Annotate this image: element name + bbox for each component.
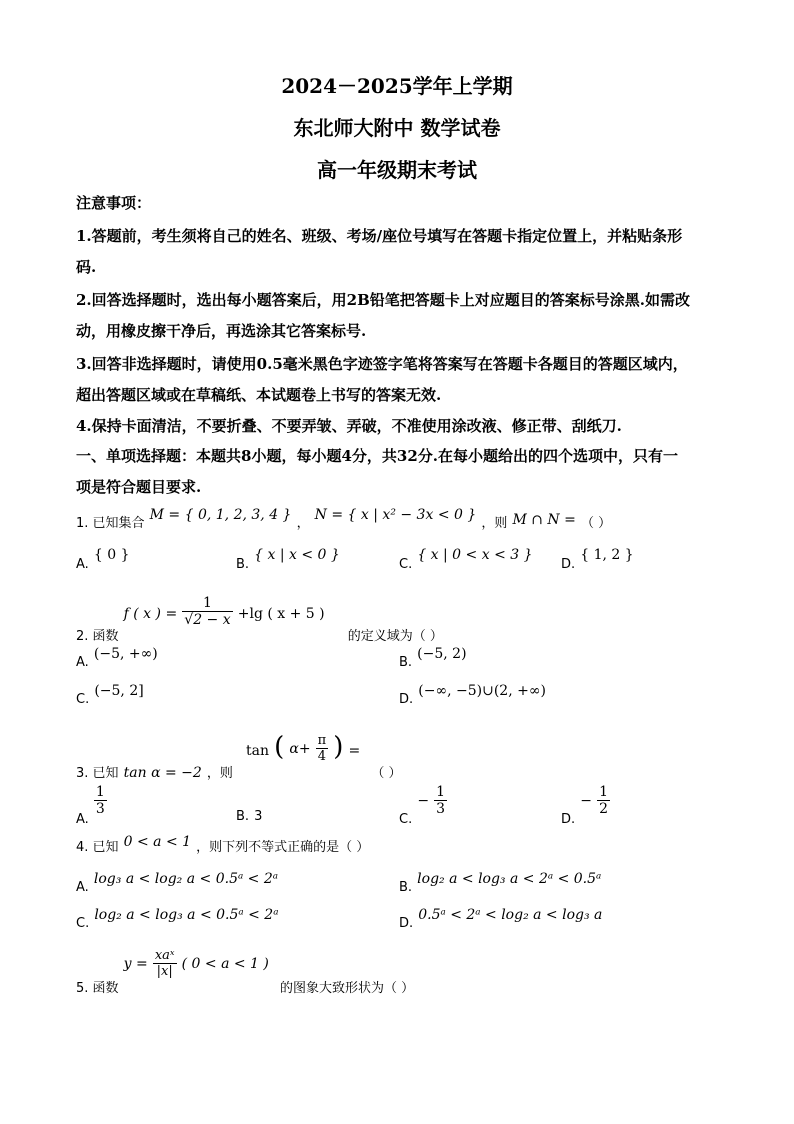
q4-option-d — [399, 907, 603, 931]
q4-a-value: log₃ a < log₂ a < 0.5ᵃ < 2ᵃ — [93, 871, 279, 887]
q2-d-value: (−∞, −5)∪(2, +∞) — [418, 683, 546, 699]
q2-c-label: C. — [76, 692, 90, 707]
question-3 — [76, 726, 402, 781]
q1-set-m: M = { 0, 1, 2, 3, 4 } — [149, 507, 292, 523]
q3-option-d — [561, 784, 610, 827]
q1-option-a — [76, 547, 130, 572]
q2-b-value: (−5, 2) — [417, 646, 467, 662]
q4-prefix: 4. 已知 — [76, 840, 119, 855]
q4-a-label: A. — [76, 880, 89, 895]
q5-prefix: 5. 函数 — [76, 981, 119, 996]
notice-2-line2: 动，用橡皮擦干净后，再选涂其它答案标号. — [76, 322, 367, 340]
q2-numerator: 1 — [182, 595, 232, 612]
q3-pi-over-4 — [316, 733, 329, 764]
question-2 — [76, 591, 443, 644]
q4-option-c — [76, 907, 279, 931]
q2-fraction — [182, 595, 232, 628]
q1-c-label: C. — [399, 557, 413, 572]
q3-a-den: 3 — [95, 801, 105, 817]
q1-a-label: A. — [76, 557, 89, 572]
question-4 — [76, 836, 369, 855]
q2-lhs: f ( x ) = — [123, 606, 178, 622]
q3-eq: = — [348, 743, 361, 759]
q3-c-label: C. — [399, 812, 413, 827]
q3-a-fraction — [94, 784, 107, 817]
q5-suffix: 的图象大致形状为（ ） — [279, 981, 415, 996]
q4-d-label: D. — [399, 916, 414, 931]
q1-option-b — [236, 547, 340, 572]
q2-c-value: (−5, 2] — [94, 683, 144, 699]
q3-d-sign: − — [580, 793, 592, 809]
q2-denominator: √2 − x — [184, 612, 231, 628]
title-exam: 高一年级期末考试 — [317, 158, 477, 182]
q1-option-d — [561, 547, 634, 572]
q3-right-paren: ) — [333, 732, 344, 762]
q4-suffix: ，则下列不等式正确的是（ ） — [196, 840, 370, 855]
q2-option-d — [399, 683, 546, 707]
notice-2-line1: 2.回答选择题时，选出每小题答案后，用2B铅笔把答题卡上对应题目的答案标号涂黑.如需改 — [76, 291, 691, 309]
question-1 — [76, 507, 612, 531]
notice-3-line1: 3.回答非选择题时，请使用0.5毫米黑色字迹签字笔将答案写在答题卡各题目的答题区域内， — [76, 355, 688, 373]
q4-b-label: B. — [399, 880, 413, 895]
title-school: 东北师大附中 数学试卷 — [293, 116, 501, 140]
q4-c-value: log₂ a < log₃ a < 0.5ᵃ < 2ᵃ — [94, 907, 279, 923]
q1-d-label: D. — [561, 557, 576, 572]
notice-3-line2: 超出答题区域或在草稿纸、本试题卷上书写的答案无效. — [76, 386, 442, 404]
notice-heading: 注意事项： — [76, 194, 152, 212]
q2-a-value: (−5, +∞) — [93, 646, 158, 662]
q3-left-paren: ( — [274, 732, 285, 762]
q2-a-label: A. — [76, 655, 89, 670]
q1-paren: （ ） — [580, 516, 612, 531]
q3-four: 4 — [317, 749, 327, 764]
q2-rhs: +lg ( x + 5 ) — [237, 606, 325, 622]
q3-b-label: B. — [236, 809, 250, 824]
q4-d-value: 0.5ᵃ < 2ᵃ < log₂ a < log₃ a — [418, 907, 603, 923]
q1-comma: ， — [296, 516, 310, 531]
q5-lhs: y = — [123, 956, 148, 972]
q3-d-fraction — [597, 784, 610, 817]
q3-option-a — [76, 784, 107, 827]
q4-option-a — [76, 871, 279, 895]
q3-b-value: 3 — [254, 809, 263, 824]
q3-c-den: 3 — [436, 801, 446, 817]
q1-option-c — [399, 547, 533, 572]
q3-c-fraction — [434, 784, 447, 817]
q1-set-n: N = { x | x² − 3x < 0 } — [314, 507, 477, 523]
q3-mid: ，则 — [206, 766, 233, 781]
q3-d-den: 2 — [599, 801, 608, 817]
q4-c-label: C. — [76, 916, 90, 931]
q3-pi: π — [317, 733, 327, 748]
section1-line1: 一、单项选择题：本题共8小题，每小题4分，共32分.在每小题给出的四个选项中，只有一 — [76, 447, 678, 465]
q1-intersection: M ∩ N = — [512, 512, 576, 528]
q3-a-label: A. — [76, 812, 89, 827]
q1-c-value: { x | 0 < x < 3 } — [417, 547, 533, 563]
q2-d-label: D. — [399, 692, 414, 707]
section1-line2: 项是符合题目要求. — [76, 478, 202, 496]
q1-d-value: { 1, 2 } — [580, 547, 634, 563]
q3-prefix: 3. 已知 — [76, 766, 119, 781]
title-year: 2024－2025学年上学期 — [281, 74, 513, 98]
q2-b-label: B. — [399, 655, 413, 670]
q3-c-sign: − — [417, 793, 430, 809]
q1-b-label: B. — [236, 557, 250, 572]
q3-tan: tan — [246, 743, 270, 759]
q3-given: tan α = −2 — [123, 765, 202, 781]
q3-option-c — [399, 784, 447, 827]
q3-d-label: D. — [561, 812, 576, 827]
q1-mid: ，则 — [481, 516, 508, 531]
q4-cond: 0 < a < 1 — [123, 834, 192, 850]
question-5 — [76, 944, 414, 994]
q2-option-b — [399, 646, 467, 670]
q2-option-a — [76, 646, 158, 670]
q3-alpha: α+ — [289, 741, 311, 757]
q3-a-num: 1 — [95, 784, 105, 800]
q1-b-value: { x | x < 0 } — [254, 547, 340, 563]
q2-option-c — [76, 683, 144, 707]
notice-1-line1: 1.答题前，考生须将自己的姓名、班级、考场/座位号填写在答题卡指定位置上，并粘贴条形 — [76, 227, 683, 245]
q2-suffix: 的定义域为（ ） — [347, 629, 443, 644]
notice-1-line2: 码. — [76, 258, 97, 276]
q3-d-num: 1 — [599, 784, 608, 800]
q3-paren: （ ） — [371, 766, 402, 781]
q4-b-value: log₂ a < log₃ a < 2ᵃ < 0.5ᵃ — [417, 871, 602, 887]
q5-numerator: xaˣ — [154, 948, 175, 963]
q1-a-value: { 0 } — [93, 547, 130, 563]
q5-cond: ( 0 < a < 1 ) — [181, 956, 269, 972]
q4-option-b — [399, 871, 602, 895]
q5-fraction — [153, 948, 177, 979]
notice-4: 4.保持卡面清洁，不要折叠、不要弄皱、弄破，不准使用涂改液、修正带、刮纸刀. — [76, 417, 622, 435]
q3-option-b — [236, 805, 262, 824]
q3-c-num: 1 — [436, 784, 446, 800]
q2-prefix: 2. 函数 — [76, 629, 119, 644]
q1-prefix: 1. 已知集合 — [76, 516, 145, 531]
q5-denominator: |x| — [156, 964, 173, 979]
